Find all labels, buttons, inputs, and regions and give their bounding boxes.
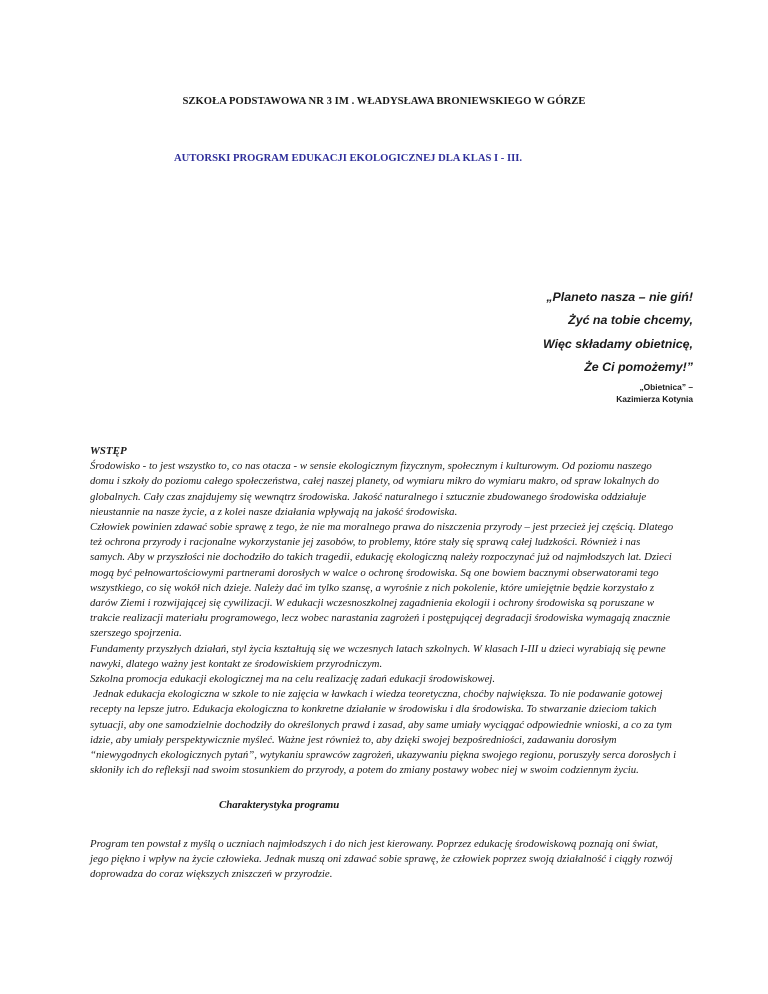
poem-line: Żyć na tobie chcemy,: [568, 313, 693, 328]
characteristics-heading: Charakterystyka programu: [219, 799, 340, 812]
poem-line: Że Ci pomożemy!”: [584, 359, 693, 374]
poem-line: Więc składamy obietnicę,: [542, 336, 693, 351]
poem-attribution: [616, 382, 693, 405]
school-name-header: SZKOŁA PODSTAWOWA NR 3 IM . WŁADYSŁAWA BRONIEWSKIEGO W GÓRZE: [182, 96, 586, 107]
attribution-title: „Obietnica” –: [639, 382, 693, 392]
intro-heading: WSTĘP: [90, 445, 127, 457]
intro-paragraph: Jednak edukacja ekologiczna w szkole to nie zajęcia w ławkach i wiedza teoretyczna, choćby największa. To nie podawanie gotowej recepty na lepsze jutro. Edukacja ekologiczna to konkretne działanie w środowisku i dla środowiska. To stwarzanie dzieciom takich sytuacji, aby one samodzielnie dochodziły do określonych prawd i zasad, aby same umiały wyciągać odpowiednie wnioski, a co za tym idzie, aby umiały perspektywicznie myśleć. Ważne jest również to, aby dzięki swojej bezpośredniości, zadawaniu dorosłym “niewygodnych ekologicznych pytań”, wytykaniu sprawców zagrożeń, ukazywaniu piękna swojego regionu, poruszyły serca dorosłych i skłoniły ich do refleksji nad swoim stosunkiem do przyrody, a potem do zmiany postawy wobec niej w swoim codziennym życiu.: [90, 688, 677, 777]
intro-paragraph: Środowisko - to jest wszystko to, co nas otacza - w sensie ekologicznym fizycznym, społecznym i kulturowym. Od poziomu naszego domu i szkoły do poziomu całego społeczeństwa, całej naszej planety, od wymiaru mikro do wymiaru makro, od spraw lokalnych do globalnych. Cały czas znajdujemy się wewnątrz środowiska. Jakość naturalnego i sztucznie zbudowanego środowiska oddziałuje nieustannie na nasze życie, a z kolei nasze działania wpływają na jakość środowiska.: [90, 460, 659, 518]
document-body: [90, 444, 678, 882]
poem-line: „Planeto nasza – nie giń!: [546, 290, 693, 304]
epigraph-poem: [543, 286, 693, 379]
characteristics-paragraph: Program ten powstał z myślą o uczniach najmłodszych i do nich jest kierowany. Poprzez edukację środowiskową poznają oni świat, jego piękno i wpływ na życie człowieka. Jednak muszą oni zdawać sobie sprawę, że człowiek poprzez swoją działalność i ciągły rozwój doprowadza do coraz większych zniszczeń w przyrodzie.: [90, 837, 673, 881]
intro-paragraph: Człowiek powinien zdawać sobie sprawę z tego, że nie ma moralnego prawa do niszczenia przyrody – jest przecież jej częścią. Dlatego też ochrona przyrody i racjonalne wykorzystanie jej zasobów, to problemy, które stały się sprawą całej ludzkości. Również i nas samych. Aby w przyszłości nie dochodziło do takich tragedii, edukację ekologiczną należy rozpoczynać już od najmłodszych lat. Dzieci mogą być pełnowartościowymi partnerami dorosłych w walce o ochronę środowiska. Są one bowiem bacznymi obserwatorami tego wszystkiego, co się wokół nich dzieje. Należy dać im tylko szansę, a wyrośnie z nich pokolenie, które umiejętnie będzie korzystało z darów Ziemi i rozwijającej się cywilizacji. W edukacji wczesnoszkolnej zagadnienia ekologii i ochrony środowiska są poruszane w trakcie realizacji materiału programowego, lecz wobec narastania zagrożeń i postępującej degradacji środowiska wymagają znacznie szerszego spojrzenia.: [90, 521, 674, 640]
program-title: AUTORSKI PROGRAM EDUKACJI EKOLOGICZNEJ DLA KLAS I - III.: [174, 153, 522, 164]
intro-paragraph: Szkolna promocja edukacji ekologicznej ma na celu realizację zadań edukacji środowiskowej.: [90, 673, 496, 686]
intro-paragraph: Fundamenty przyszłych działań, styl życia kształtują się we wczesnych latach szkolnych. W klasach I-III u dzieci wyrabiają się pewne nawyki, dlatego ważny jest kontakt ze środowiskiem przyrodniczym.: [90, 642, 666, 670]
attribution-author: Kazimierza Kotynia: [616, 393, 693, 404]
